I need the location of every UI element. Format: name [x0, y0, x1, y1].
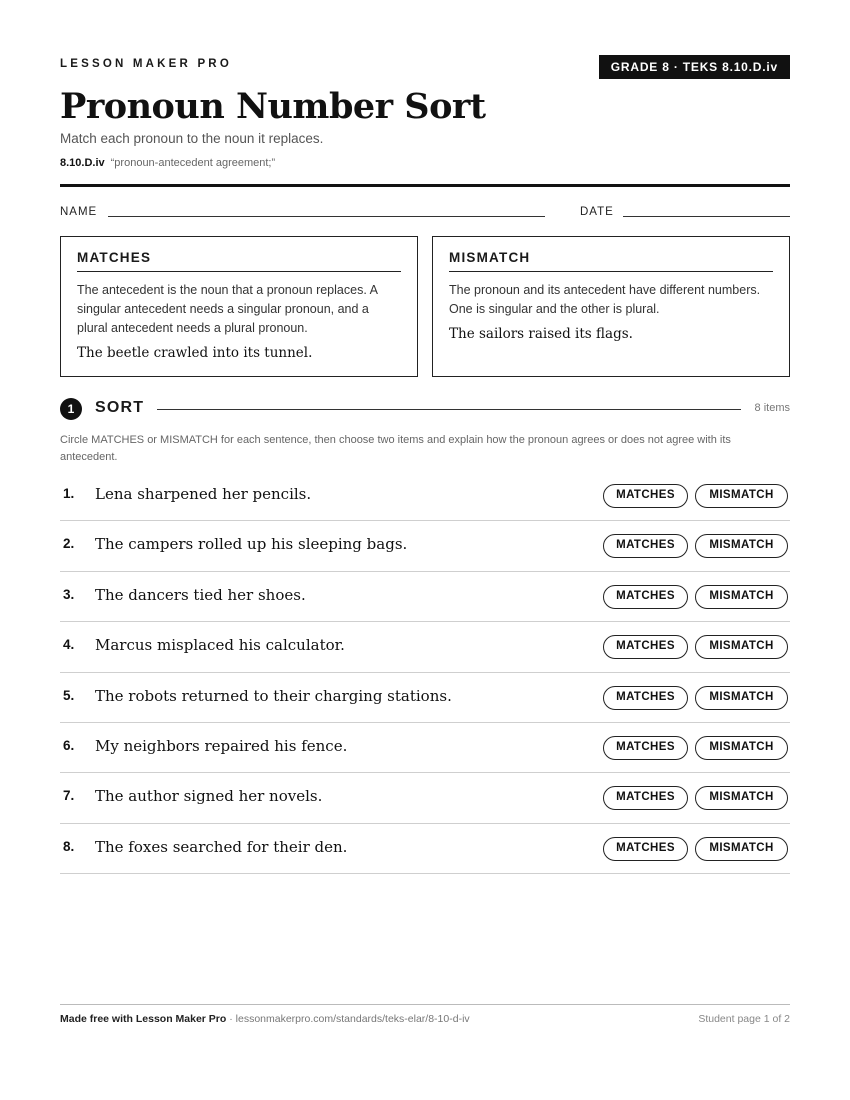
brand-name: LESSON MAKER PRO [60, 58, 232, 70]
name-label: NAME [60, 206, 98, 218]
matches-option[interactable]: MATCHES [603, 837, 688, 861]
grade-badge: GRADE 8 · TEKS 8.10.D.iv [599, 55, 790, 79]
matches-option[interactable]: MATCHES [603, 736, 688, 760]
matches-option[interactable]: MATCHES [603, 786, 688, 810]
item-sentence: The dancers tied her shoes. [95, 585, 306, 604]
footer-url[interactable]: · lessonmakerpro.com/standards/teks-elar/8-10-d-iv [226, 1013, 470, 1025]
section-divider [157, 409, 741, 410]
list-item [60, 824, 790, 874]
section-title: SORT [95, 399, 145, 416]
mismatch-heading: MISMATCH [449, 250, 773, 272]
item-number: 6. [63, 737, 75, 753]
list-item [60, 572, 790, 622]
list-item [60, 471, 790, 521]
item-count: 8 items [754, 402, 790, 414]
matches-example: The beetle crawled into its tunnel. [77, 345, 313, 361]
date-label: DATE [580, 206, 614, 218]
item-sentence: The robots returned to their charging stations. [95, 686, 452, 705]
page-indicator: Student page 1 of 2 [698, 1013, 790, 1025]
item-number: 1. [63, 486, 75, 501]
matches-description: The antecedent is the noun that a pronoun replaces. A singular antecedent needs a singular pronoun, and a plural antecedent needs a plural pronoun. [77, 283, 378, 335]
date-field[interactable] [623, 216, 790, 217]
item-number: 8. [63, 838, 75, 854]
section-number-badge: 1 [60, 398, 82, 420]
footer-credit [60, 1013, 470, 1025]
mismatch-option[interactable]: MISMATCH [695, 585, 788, 609]
name-field[interactable] [108, 216, 545, 217]
page-title: Pronoun Number Sort [60, 86, 486, 127]
item-sentence: The campers rolled up his sleeping bags. [95, 535, 408, 554]
mismatch-option[interactable]: MISMATCH [695, 534, 788, 558]
item-list [60, 471, 790, 874]
item-sentence: My neighbors repaired his fence. [95, 736, 348, 755]
item-sentence: Marcus misplaced his calculator. [95, 636, 345, 655]
worksheet-page [60, 0, 790, 1100]
item-number: 5. [63, 687, 75, 703]
item-sentence: Lena sharpened her pencils. [95, 485, 312, 503]
mismatch-definition-box [432, 236, 790, 377]
matches-option[interactable]: MATCHES [603, 686, 688, 710]
footer-divider [60, 1004, 790, 1005]
matches-option[interactable]: MATCHES [603, 635, 688, 659]
footer-brand: Made free with Lesson Maker Pro [60, 1013, 227, 1025]
mismatch-option[interactable]: MISMATCH [695, 484, 788, 508]
list-item [60, 673, 790, 723]
list-item [60, 521, 790, 571]
matches-option[interactable]: MATCHES [603, 484, 688, 508]
item-number: 7. [63, 788, 75, 804]
list-item [60, 773, 790, 823]
page-subtitle: Match each pronoun to the noun it replaces. [60, 131, 324, 146]
matches-heading: MATCHES [77, 250, 401, 272]
item-number: 3. [63, 586, 75, 602]
mismatch-option[interactable]: MISMATCH [695, 635, 788, 659]
list-item [60, 622, 790, 672]
list-item [60, 723, 790, 773]
mismatch-option[interactable]: MISMATCH [695, 837, 788, 861]
standard-text: “pronoun-antecedent agreement;” [110, 157, 276, 169]
item-sentence: The author signed her novels. [95, 787, 323, 806]
mismatch-example: The sailors raised its flags. [449, 326, 633, 342]
header-divider [60, 184, 790, 187]
matches-definition-box [60, 236, 418, 377]
item-number: 4. [63, 637, 75, 653]
item-number: 2. [63, 536, 75, 552]
item-sentence: The foxes searched for their den. [95, 837, 348, 856]
instructions: Circle MATCHES or MISMATCH for each sentence, then choose two items and explain how the pronoun agrees or does not agree with its antecedent. [60, 434, 731, 463]
mismatch-option[interactable]: MISMATCH [695, 786, 788, 810]
mismatch-option[interactable]: MISMATCH [695, 736, 788, 760]
matches-option[interactable]: MATCHES [603, 534, 688, 558]
standard-code: 8.10.D.iv [60, 157, 105, 169]
mismatch-description: The pronoun and its antecedent have different numbers. One is singular and the other is plural. [449, 283, 761, 316]
standard-line [60, 157, 275, 169]
matches-option[interactable]: MATCHES [603, 585, 688, 609]
mismatch-option[interactable]: MISMATCH [695, 686, 788, 710]
